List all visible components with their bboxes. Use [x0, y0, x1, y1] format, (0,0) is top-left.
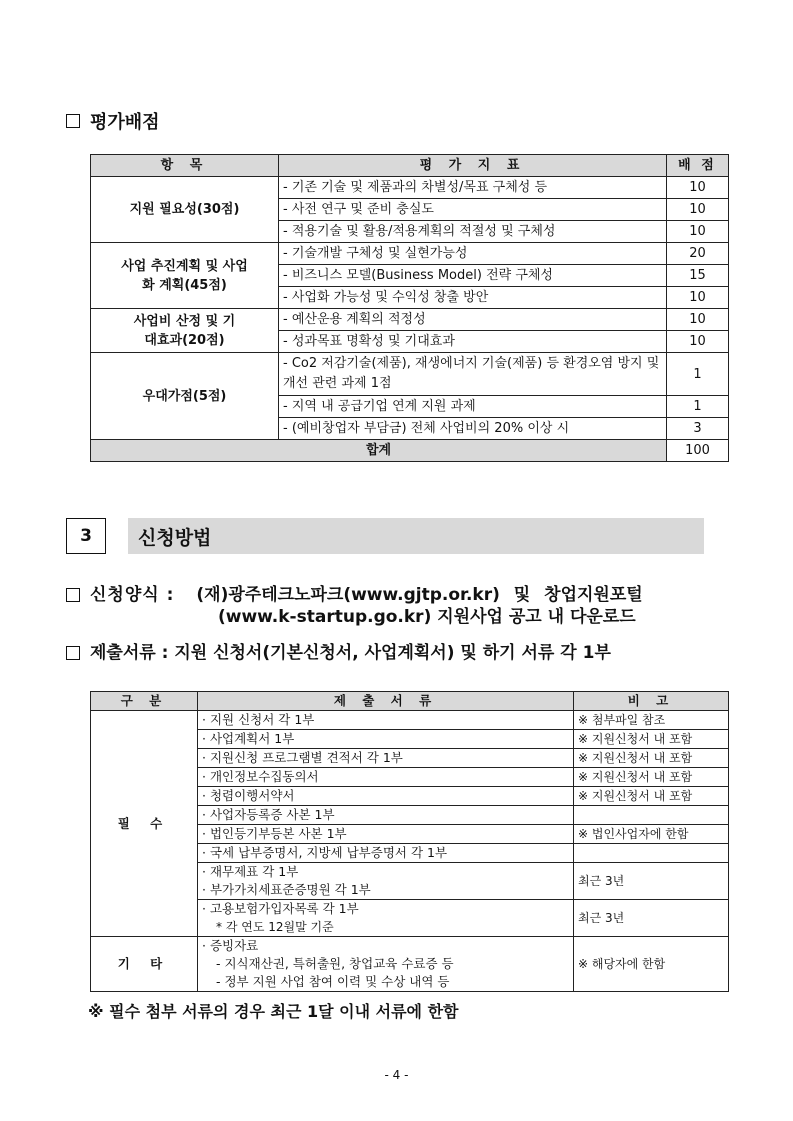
table-row: [91, 937, 729, 992]
indicator-cell: - 비즈니스 모델(Business Model) 전략 구체성: [279, 265, 667, 287]
checkbox-square-icon: [66, 114, 80, 128]
indicator-cell: - 지역 내 공급기업 연계 지원 과제: [279, 396, 667, 418]
score-cell: 10: [667, 177, 729, 199]
note-cell: [574, 844, 729, 863]
header-category: 구 분: [91, 692, 198, 711]
indicator-cell: - 예산운용 계획의 적정성: [279, 309, 667, 331]
score-cell: 10: [667, 309, 729, 331]
header-indicator: 평 가 지 표: [279, 155, 667, 177]
note-cell: [574, 806, 729, 825]
document-cell: · 재무제표 각 1부: [198, 863, 574, 882]
header-notes: 비 고: [574, 692, 729, 711]
form-label: 신청양식 :: [90, 585, 175, 605]
indicator-cell: - (예비창업자 부담금) 전체 사업비의 20% 이상 시: [279, 418, 667, 440]
document-cell: · 고용보험가입자목록 각 1부: [198, 900, 574, 919]
section-number-box: 3: [66, 518, 106, 554]
indicator-cell: - 기술개발 구체성 및 실현가능성: [279, 243, 667, 265]
document-cell: · 지원신청 프로그램별 견적서 각 1부: [198, 749, 574, 768]
form-line: [66, 584, 643, 606]
document-cell: [198, 937, 574, 992]
note-cell: ※ 지원신청서 내 포함: [574, 787, 729, 806]
indicator-cell: - 적용기술 및 활용/적용계획의 적절성 및 구체성: [279, 221, 667, 243]
document-line: - 정부 지원 사업 참여 이력 및 수상 내역 등: [216, 974, 450, 989]
footnote: ※ 필수 첨부 서류의 경우 최근 1달 이내 서류에 한함: [88, 1002, 459, 1021]
checkbox-square-icon: [66, 588, 80, 602]
table-row: [91, 309, 729, 331]
document-cell: · 지원 신청서 각 1부: [198, 711, 574, 730]
document-cell: · 부가가치세표준증명원 각 1부: [198, 881, 574, 900]
document-line: · 증빙자료: [202, 938, 259, 953]
note-cell: 최근 3년: [574, 863, 729, 900]
header-item: 항 목: [91, 155, 279, 177]
score-cell: 20: [667, 243, 729, 265]
section-heading-evaluation: [66, 108, 160, 134]
evaluation-table: [90, 154, 729, 462]
total-score: 100: [667, 440, 729, 462]
documents-table: [90, 691, 729, 992]
indicator-cell: - 사전 연구 및 준비 충실도: [279, 199, 667, 221]
table-header-row: [91, 692, 729, 711]
docs-line: [66, 642, 643, 664]
category-cell: 사업비 산정 및 기대효과(20점): [91, 309, 279, 353]
score-cell: 10: [667, 331, 729, 353]
indicator-cell: - 성과목표 명확성 및 기대효과: [279, 331, 667, 353]
required-category-cell: 필 수: [91, 711, 198, 937]
table-header-row: [91, 155, 729, 177]
score-cell: 1: [667, 353, 729, 396]
document-cell: · 법인등기부등본 사본 1부: [198, 825, 574, 844]
score-cell: 10: [667, 199, 729, 221]
total-row: [91, 440, 729, 462]
table-row: [91, 711, 729, 730]
category-cell: 우대가점(5점): [91, 353, 279, 440]
form-text-line2: (www.k-startup.go.kr) 지원사업 공고 내 다운로드: [218, 607, 636, 627]
note-cell: ※ 지원신청서 내 포함: [574, 730, 729, 749]
score-cell: 10: [667, 287, 729, 309]
note-cell: ※ 지원신청서 내 포함: [574, 749, 729, 768]
document-cell: [198, 918, 574, 937]
indicator-cell: - Co2 저감기술(제품), 재생에너지 기술(제품) 등 환경오염 방지 및 개선 관련 과제 1점: [279, 353, 667, 396]
application-info: [66, 584, 643, 664]
document-cell: · 사업자등록증 사본 1부: [198, 806, 574, 825]
table-row: [91, 353, 729, 396]
document-cell: · 국세 납부증명서, 지방세 납부증명서 각 1부: [198, 844, 574, 863]
note-cell: ※ 첨부파일 참조: [574, 711, 729, 730]
score-cell: 15: [667, 265, 729, 287]
document-cell: · 사업계획서 1부: [198, 730, 574, 749]
score-cell: 10: [667, 221, 729, 243]
indicator-cell: - 사업화 가능성 및 수익성 창출 방안: [279, 287, 667, 309]
category-cell: 사업 추진계획 및 사업화 계획(45점): [91, 243, 279, 309]
document-cell: · 개인정보수집동의서: [198, 768, 574, 787]
total-label: 합계: [91, 440, 667, 462]
score-cell: 3: [667, 418, 729, 440]
section-title-bar: [128, 518, 704, 554]
score-cell: 1: [667, 396, 729, 418]
table-row: [91, 177, 729, 199]
form-text-line1: (재)광주테크노파크(www.gjtp.or.kr) 및 창업지원포털: [196, 585, 643, 605]
header-documents: 제 출 서 류: [198, 692, 574, 711]
indicator-cell: - 기존 기술 및 제품과의 차별성/목표 구체성 등: [279, 177, 667, 199]
document-cell: · 청렴이행서약서: [198, 787, 574, 806]
note-cell: 최근 3년: [574, 900, 729, 937]
document-line: - 지식재산권, 특허출원, 창업교육 수료증 등: [216, 956, 454, 971]
checkbox-square-icon: [66, 646, 80, 660]
note-cell: ※ 법인사업자에 한함: [574, 825, 729, 844]
document-subnote: * 각 연도 12월말 기준: [216, 920, 334, 934]
page-number: - 4 -: [384, 1068, 409, 1082]
other-category-cell: 기 타: [91, 937, 198, 992]
section-title: 평가배점: [90, 112, 160, 133]
category-cell: 지원 필요성(30점): [91, 177, 279, 243]
note-cell: ※ 지원신청서 내 포함: [574, 768, 729, 787]
section-title: 신청방법: [138, 526, 212, 549]
table-row: [91, 243, 729, 265]
header-score: 배 점: [667, 155, 729, 177]
note-cell: ※ 해당자에 한함: [574, 937, 729, 992]
docs-text: 제출서류 : 지원 신청서(기본신청서, 사업계획서) 및 하기 서류 각 1부: [90, 643, 611, 663]
